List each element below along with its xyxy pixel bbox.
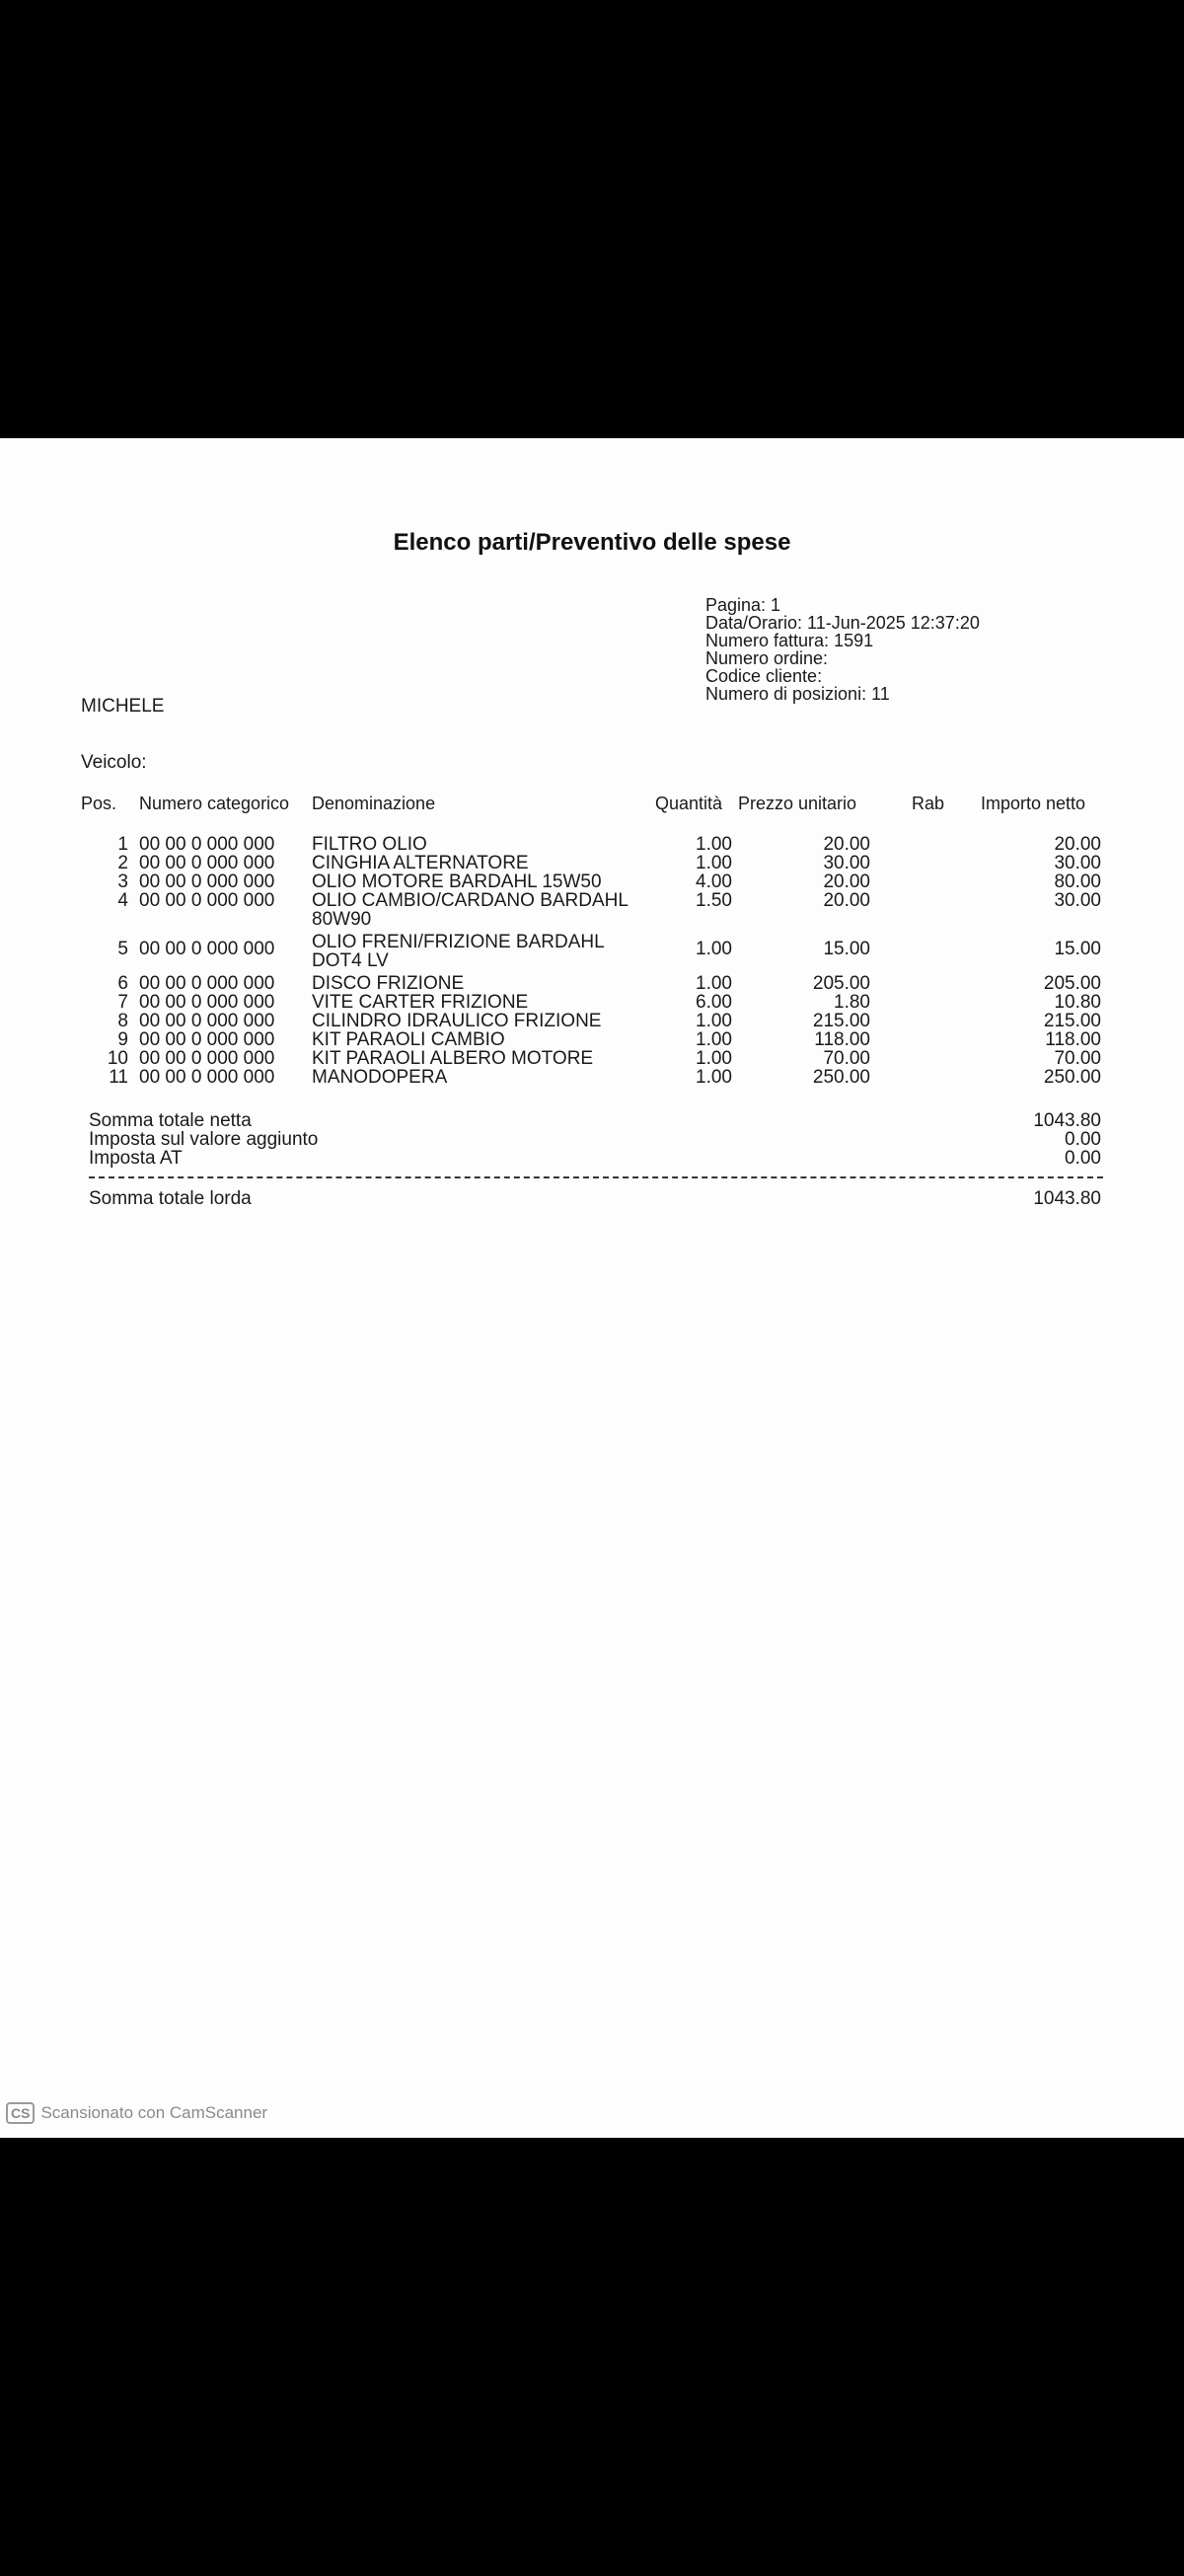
header-discount: Rab bbox=[912, 794, 945, 813]
camscanner-logo-icon: CS bbox=[6, 2102, 35, 2124]
gross-total-value: 1043.80 bbox=[1033, 1188, 1101, 1209]
cell-unit-price: 118.00 bbox=[814, 1029, 870, 1050]
cell-net-amount: 30.00 bbox=[1054, 890, 1101, 911]
header-unit-price: Prezzo unitario bbox=[738, 794, 857, 813]
table-row bbox=[0, 993, 1184, 1012]
cell-pos: 6 bbox=[117, 973, 128, 994]
document-meta bbox=[705, 596, 980, 703]
cell-net-amount: 80.00 bbox=[1054, 871, 1101, 892]
cell-pos: 4 bbox=[117, 890, 128, 911]
cell-quantity: 6.00 bbox=[696, 992, 732, 1013]
cell-quantity: 1.50 bbox=[696, 890, 732, 911]
table-row bbox=[0, 891, 1184, 933]
customer-name: MICHELE bbox=[81, 696, 165, 717]
meta-invoice-number: Numero fattura: 1591 bbox=[705, 631, 874, 650]
table-row bbox=[0, 1030, 1184, 1049]
at-tax-value: 0.00 bbox=[1065, 1148, 1101, 1169]
items-table bbox=[0, 835, 1184, 1087]
net-total-value: 1043.80 bbox=[1033, 1110, 1101, 1131]
table-row bbox=[0, 835, 1184, 854]
net-total-row bbox=[0, 1111, 1184, 1130]
at-tax-label: Imposta AT bbox=[89, 1148, 183, 1169]
cell-description: CILINDRO IDRAULICO FRIZIONE bbox=[312, 1011, 602, 1031]
cell-category: 00 00 0 000 000 bbox=[139, 1048, 275, 1069]
cell-pos: 5 bbox=[117, 939, 128, 959]
meta-positions-count: Numero di posizioni: 11 bbox=[705, 684, 890, 704]
document-page bbox=[0, 438, 1184, 2138]
cell-unit-price: 20.00 bbox=[823, 871, 870, 892]
cell-unit-price: 215.00 bbox=[812, 1011, 870, 1031]
table-row bbox=[0, 854, 1184, 872]
cell-unit-price: 15.00 bbox=[823, 939, 870, 959]
cell-pos: 1 bbox=[117, 834, 128, 855]
vat-row bbox=[0, 1130, 1184, 1149]
table-row bbox=[0, 974, 1184, 993]
meta-page: Pagina: 1 bbox=[705, 595, 781, 615]
cell-category: 00 00 0 000 000 bbox=[139, 1011, 275, 1031]
table-row bbox=[0, 872, 1184, 891]
cell-description: KIT PARAOLI ALBERO MOTORE bbox=[312, 1048, 594, 1069]
cell-quantity: 4.00 bbox=[696, 871, 732, 892]
cell-category: 00 00 0 000 000 bbox=[139, 1029, 275, 1050]
scanner-watermark-text: Scansionato con CamScanner bbox=[40, 2103, 268, 2122]
cell-category: 00 00 0 000 000 bbox=[139, 890, 275, 911]
scanner-watermark bbox=[6, 2102, 267, 2124]
header-description: Denominazione bbox=[312, 794, 436, 813]
cell-net-amount: 20.00 bbox=[1054, 834, 1101, 855]
cell-quantity: 1.00 bbox=[696, 1067, 732, 1088]
table-row bbox=[0, 1068, 1184, 1087]
cell-description: OLIO MOTORE BARDAHL 15W50 bbox=[312, 871, 602, 892]
cell-category: 00 00 0 000 000 bbox=[139, 973, 275, 994]
cell-category: 00 00 0 000 000 bbox=[139, 853, 275, 873]
cell-description: KIT PARAOLI CAMBIO bbox=[312, 1029, 505, 1050]
vat-label: Imposta sul valore aggiunto bbox=[89, 1129, 319, 1150]
cell-category: 00 00 0 000 000 bbox=[139, 871, 275, 892]
cell-unit-price: 20.00 bbox=[823, 890, 870, 911]
header-pos: Pos. bbox=[81, 794, 117, 813]
cell-quantity: 1.00 bbox=[696, 1011, 732, 1031]
cell-description: DISCO FRIZIONE bbox=[312, 973, 465, 994]
table-row bbox=[0, 1012, 1184, 1030]
cell-pos: 3 bbox=[117, 871, 128, 892]
cell-quantity: 1.00 bbox=[696, 1048, 732, 1069]
header-quantity: Quantità bbox=[655, 794, 723, 813]
cell-pos: 11 bbox=[109, 1067, 128, 1088]
cell-net-amount: 215.00 bbox=[1043, 1011, 1101, 1031]
cell-description: FILTRO OLIO bbox=[312, 834, 427, 855]
net-total-label: Somma totale netta bbox=[89, 1110, 252, 1131]
header-category: Numero categorico bbox=[139, 794, 290, 813]
cell-category: 00 00 0 000 000 bbox=[139, 1067, 275, 1088]
cell-net-amount: 205.00 bbox=[1043, 973, 1101, 994]
cell-pos: 8 bbox=[117, 1011, 128, 1031]
table-row bbox=[0, 1049, 1184, 1068]
document-title: Elenco parti/Preventivo delle spese bbox=[393, 529, 791, 556]
totals-block bbox=[0, 1111, 1184, 1168]
cell-category: 00 00 0 000 000 bbox=[139, 834, 275, 855]
cell-unit-price: 70.00 bbox=[823, 1048, 870, 1069]
cell-description: MANODOPERA bbox=[312, 1067, 448, 1088]
cell-quantity: 1.00 bbox=[696, 834, 732, 855]
cell-pos: 7 bbox=[117, 992, 128, 1013]
cell-net-amount: 118.00 bbox=[1045, 1029, 1101, 1050]
meta-customer-code: Codice cliente: bbox=[705, 666, 823, 686]
cell-description: CINGHIA ALTERNATORE bbox=[312, 853, 529, 873]
cell-category: 00 00 0 000 000 bbox=[139, 992, 275, 1013]
cell-category: 00 00 0 000 000 bbox=[139, 939, 275, 959]
cell-quantity: 1.00 bbox=[696, 973, 732, 994]
totals-divider bbox=[89, 1176, 1103, 1178]
cell-unit-price: 205.00 bbox=[812, 973, 870, 994]
gross-total-row bbox=[0, 1188, 1184, 1208]
cell-quantity: 1.00 bbox=[696, 939, 732, 959]
cell-quantity: 1.00 bbox=[696, 1029, 732, 1050]
table-row bbox=[0, 933, 1184, 974]
cell-description: OLIO CAMBIO/CARDANO BARDAHL 80W90 bbox=[312, 890, 629, 930]
cell-unit-price: 20.00 bbox=[823, 834, 870, 855]
gross-total-label: Somma totale lorda bbox=[89, 1188, 252, 1209]
cell-pos: 2 bbox=[117, 853, 128, 873]
cell-net-amount: 250.00 bbox=[1043, 1067, 1101, 1088]
cell-pos: 10 bbox=[107, 1048, 128, 1069]
header-net-amount: Importo netto bbox=[981, 794, 1086, 813]
cell-net-amount: 30.00 bbox=[1054, 853, 1101, 873]
cell-unit-price: 30.00 bbox=[823, 853, 870, 873]
cell-description: VITE CARTER FRIZIONE bbox=[312, 992, 529, 1013]
cell-net-amount: 70.00 bbox=[1054, 1048, 1101, 1069]
cell-description: OLIO FRENI/FRIZIONE BARDAHL DOT4 LV bbox=[312, 932, 604, 971]
cell-unit-price: 250.00 bbox=[812, 1067, 870, 1088]
cell-net-amount: 10.80 bbox=[1054, 992, 1101, 1013]
vat-value: 0.00 bbox=[1065, 1129, 1101, 1150]
cell-net-amount: 15.00 bbox=[1054, 939, 1101, 959]
cell-quantity: 1.00 bbox=[696, 853, 732, 873]
cell-pos: 9 bbox=[117, 1029, 128, 1050]
vehicle-label: Veicolo: bbox=[81, 752, 147, 773]
cell-unit-price: 1.80 bbox=[834, 992, 870, 1013]
meta-datetime: Data/Orario: 11-Jun-2025 12:37:20 bbox=[705, 613, 980, 633]
meta-order-number: Numero ordine: bbox=[705, 648, 829, 668]
at-tax-row bbox=[0, 1149, 1184, 1168]
